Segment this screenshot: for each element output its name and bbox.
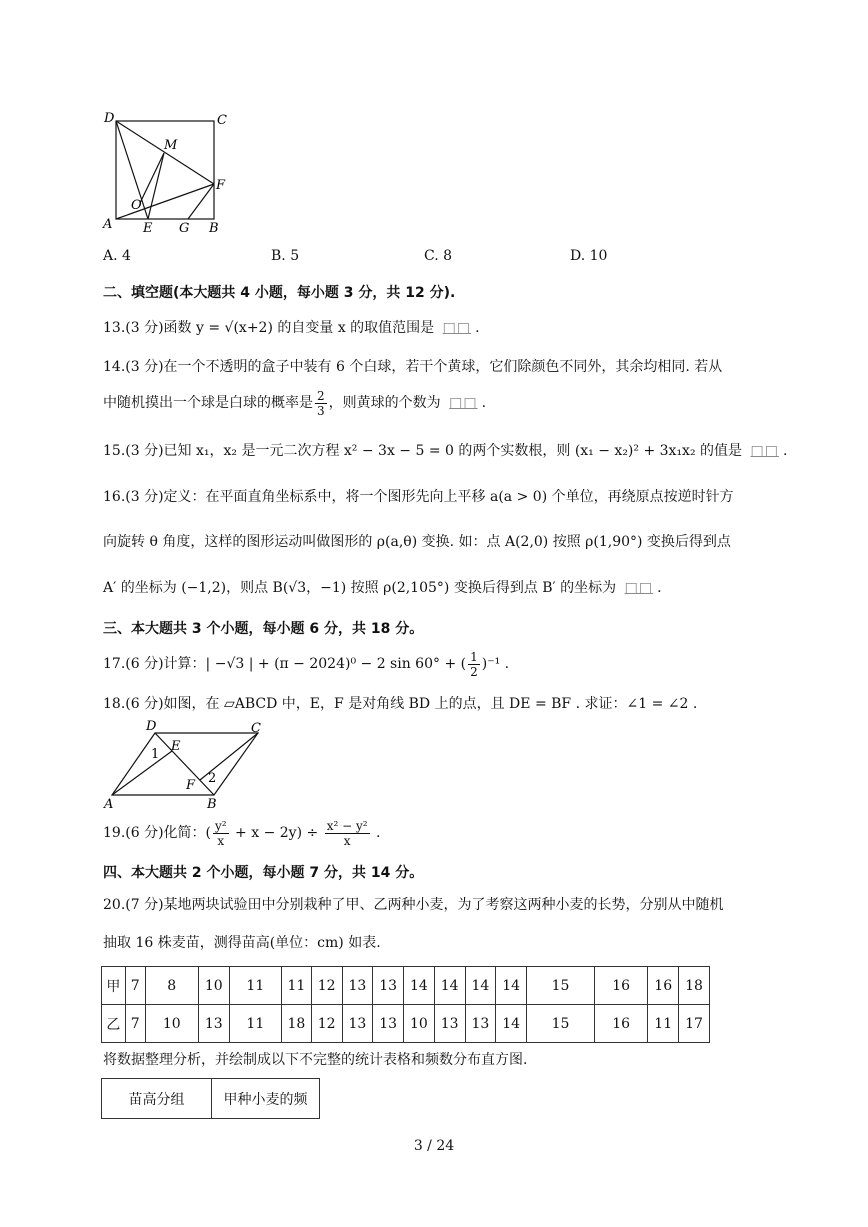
- question-18: 18.(6 分)如图，在 ▱ABCD 中，E，F 是对角线 BD 上的点，且 DE = BF . 求证：∠1 = ∠2 .: [103, 696, 698, 712]
- table-cell: 16: [595, 967, 648, 1005]
- option-c: C. 8: [424, 248, 453, 264]
- question-16-line1: 16.(3 分)定义：在平面直角坐标系中，将一个图形先向上平移 a(a > 0) 个单位，再绕原点按逆时针方: [103, 489, 734, 505]
- q14-fraction: [315, 389, 327, 418]
- wheat-height-table: [101, 966, 710, 1043]
- question-17: [103, 646, 509, 682]
- table-cell: 11: [281, 967, 311, 1005]
- section-heading-3: 三、本大题共 3 个小题，每小题 6 分，共 18 分。: [103, 621, 424, 637]
- question-16-line3: [103, 578, 662, 598]
- q16-blank: □□: [624, 580, 654, 596]
- table-cell: 13: [342, 1005, 373, 1043]
- table-cell: 18: [679, 967, 710, 1005]
- fig2-label-D: D: [146, 719, 157, 734]
- section-heading-4: 四、本大题共 2 个小题，每小题 7 分，共 14 分。: [103, 865, 424, 881]
- q17-fraction: [468, 650, 480, 679]
- q13-blank: □□: [442, 320, 472, 336]
- frequency-table: [101, 1078, 320, 1119]
- square-figure: [100, 105, 250, 235]
- q19-text: 19.(6 分)化简：(: [103, 825, 212, 841]
- parallelogram-figure: [100, 716, 270, 812]
- label-M: M: [164, 138, 178, 153]
- table-cell: 10: [145, 1005, 198, 1043]
- page-number: 3 / 24: [413, 1138, 455, 1154]
- fig2-label-1: 1: [151, 747, 160, 762]
- q14-frac-den: 3: [317, 403, 325, 418]
- table-cell: 13: [373, 967, 404, 1005]
- table-cell: 11: [229, 1005, 281, 1043]
- label-C: C: [217, 113, 227, 128]
- section-heading-2: 二、填空题(本大题共 4 小题，每小题 3 分，共 12 分).: [103, 285, 456, 301]
- question-20-line1: 20.(7 分)某地两块试验田中分别栽种了甲、乙两种小麦，为了考察这两种小麦的长势，分别从中随机: [103, 897, 724, 913]
- q15-end: .: [782, 443, 788, 459]
- fig2-label-F: F: [186, 778, 196, 793]
- table-cell: 14: [465, 967, 496, 1005]
- table-cell: 15: [527, 967, 595, 1005]
- row-label: 乙: [102, 1005, 126, 1043]
- table-cell: 13: [198, 1005, 229, 1043]
- q16-text: A′ 的坐标为 (−1,2)，则点 B(√3，−1) 按照 ρ(2,105°) 变换后得到点 B′ 的坐标为: [103, 580, 621, 596]
- table-cell: 11: [648, 1005, 679, 1043]
- table-row: [102, 967, 710, 1005]
- table-cell: 7: [125, 967, 145, 1005]
- question-20-line2: 抽取 16 株麦苗，测得苗高(单位：cm) 如表.: [103, 935, 381, 951]
- fig2-label-C: C: [251, 721, 261, 736]
- table-cell: 14: [404, 967, 435, 1005]
- fig2-label-B: B: [207, 797, 217, 812]
- q14-end: .: [481, 395, 487, 411]
- table-cell: 13: [342, 967, 373, 1005]
- table-cell: 14: [434, 967, 465, 1005]
- label-O: O: [131, 198, 142, 213]
- option-a: A. 4: [103, 248, 131, 264]
- q19-mid: + x − 2y) ÷: [230, 825, 323, 841]
- q17-text: 17.(6 分)计算：| −√3 | + (π − 2024)⁰ − 2 sin 60° + (: [103, 656, 467, 672]
- q19-f1-num: y²: [215, 818, 227, 833]
- q14-frac-num: 2: [317, 388, 325, 403]
- question-14-line2: [103, 383, 486, 423]
- q14-text2: ，则黄球的个数为: [328, 395, 446, 411]
- table-cell: 13: [373, 1005, 404, 1043]
- table-cell: 12: [311, 967, 342, 1005]
- question-14-line1: 14.(3 分)在一个不透明的盒子中装有 6 个白球，若干个黄球，它们除颜色不同外，其余均相同. 若从: [103, 359, 723, 375]
- table-cell: 13: [465, 1005, 496, 1043]
- table-cell: 7: [125, 1005, 145, 1043]
- label-E: E: [143, 221, 153, 235]
- q16-end: .: [657, 580, 662, 596]
- label-A: A: [103, 217, 113, 232]
- table-cell: 10: [404, 1005, 435, 1043]
- fig2-label-A: A: [104, 797, 114, 812]
- table-cell: 16: [595, 1005, 648, 1043]
- table-cell: 16: [648, 967, 679, 1005]
- row-label: 甲: [102, 967, 126, 1005]
- table-cell: 15: [527, 1005, 595, 1043]
- q13-text: 13.(3 分)函数 y = √(x+2) 的自变量 x 的取值范围是: [103, 320, 439, 336]
- fig2-label-E: E: [171, 739, 181, 754]
- table-header-cell: 苗高分组: [102, 1079, 212, 1119]
- table-cell: 13: [434, 1005, 465, 1043]
- table-cell: 14: [496, 1005, 527, 1043]
- q19-f2-num: x² − y²: [326, 818, 368, 833]
- option-b: B. 5: [271, 248, 300, 264]
- option-d: D. 10: [570, 248, 608, 264]
- question-16-line2: 向旋转 θ 角度，这样的图形运动叫做图形的 ρ(a,θ) 变换. 如：点 A(2,0) 按照 ρ(1,90°) 变换后得到点: [103, 534, 731, 550]
- table-header-cell: 甲种小麦的频: [212, 1079, 320, 1119]
- question-15: [103, 441, 787, 461]
- table-cell: 14: [496, 967, 527, 1005]
- table-cell: 11: [229, 967, 281, 1005]
- after-table-text: 将数据整理分析，并绘制成以下不完整的统计表格和频数分布直方图.: [103, 1052, 528, 1068]
- q15-text: 15.(3 分)已知 x₁，x₂ 是一元二次方程 x² − 3x − 5 = 0 的两个实数根，则 (x₁ − x₂)² + 3x₁x₂ 的值是: [103, 443, 747, 459]
- q19-fraction-1: [213, 819, 229, 848]
- q19-end: .: [371, 825, 381, 841]
- q17-frac-den: 2: [470, 664, 478, 679]
- q15-blank: □□: [750, 443, 779, 459]
- table-row: [102, 1005, 710, 1043]
- table-cell: 17: [679, 1005, 710, 1043]
- table-cell: 12: [311, 1005, 342, 1043]
- fig2-label-2: 2: [208, 771, 217, 786]
- q17-frac-num: 1: [470, 649, 478, 664]
- q19-fraction-2: [325, 819, 370, 848]
- table-cell: 8: [145, 967, 198, 1005]
- label-G: G: [179, 221, 190, 235]
- q19-f1-den: x: [217, 833, 225, 848]
- q14-text: 中随机摸出一个球是白球的概率是: [103, 395, 313, 411]
- q14-blank: □□: [449, 395, 478, 411]
- table-cell: 10: [198, 967, 229, 1005]
- question-19: [103, 813, 380, 853]
- question-13: [103, 318, 480, 338]
- table-row: [102, 1079, 320, 1119]
- label-F: F: [216, 178, 226, 193]
- q17-end: )⁻¹ .: [481, 656, 510, 672]
- label-D: D: [104, 111, 115, 126]
- table-cell: 18: [281, 1005, 311, 1043]
- q19-f2-den: x: [343, 833, 351, 848]
- label-B: B: [209, 221, 219, 235]
- q13-end: .: [475, 320, 480, 336]
